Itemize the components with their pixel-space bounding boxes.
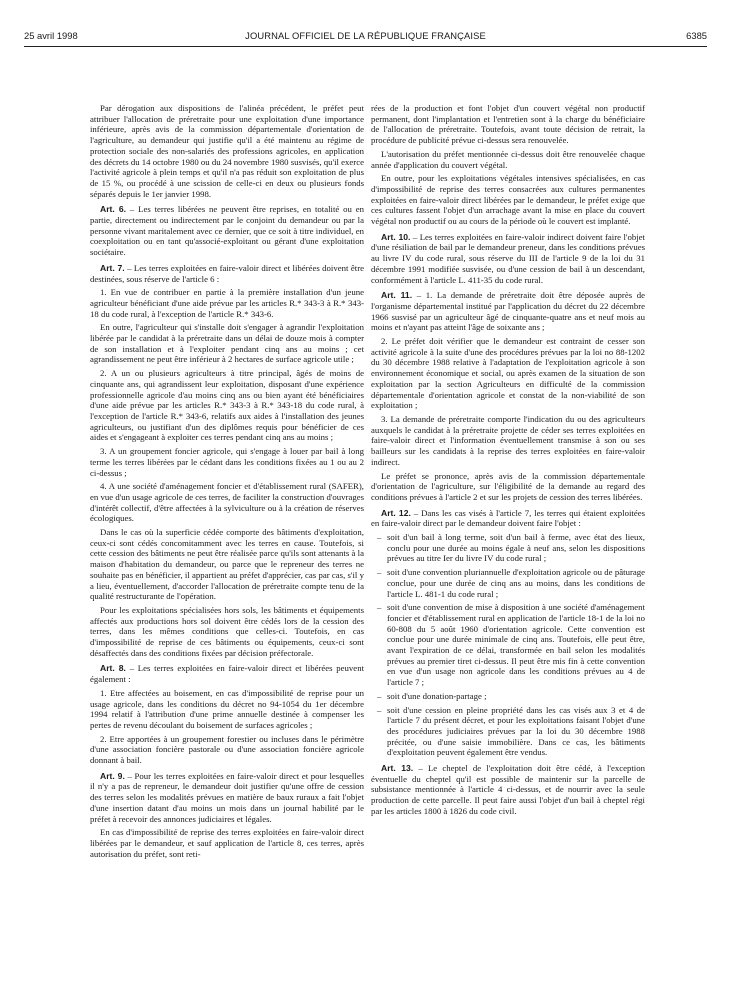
header-journal-title: JOURNAL OFFICIEL DE LA RÉPUBLIQUE FRANÇAISE xyxy=(245,30,486,41)
article-12 xyxy=(371,508,645,529)
article-label: Art. 12. xyxy=(381,507,411,518)
paragraph: Par dérogation aux dispositions de l'alinéa précédent, le préfet peut attribuer l'allocation de préretraite pour une exploitation d'une importance inférieure, après avis de la commission départementale d'orientation de l'agriculture, au demandeur qui justifie qu'il a été maintenu au régime de protection sociale des non-salariés des professions agricoles, en application des décrets du 14 octobre 1980 ou du 24 novembre 1980 susvisés, qu'il exerce l'activité agricole à plein temps et qu'il n'a pas réduit son exploitation de plus de 15 %, ou procédé à une scission de celle-ci en deux ou plusieurs fonds séparés depuis le 1er janvier 1998. xyxy=(90,103,364,199)
page-header xyxy=(24,30,707,44)
article-text: – Les terres libérées ne peuvent être reprises, en totalité ou en partie, directement ou indirectement par le conjoint du demandeur ou par la personne vivant maritalement avec ce dernier, que ce soit à titre individuel, en coexploitation ou en tant qu'associé-exploitant ou gérant d'une exploitation sociétaire. xyxy=(90,204,364,258)
article-text: – Le cheptel de l'exploitation doit être cédé, à l'exception éventuelle du cheptel qu'il est possible de maintenir sur la parcelle de subsistance mentionnée à l'article 4 ci-dessus, et de nourrir avec la seule production de cette parcelle. Il peut faire aussi l'objet d'un bail à cheptel régi par les articles 1800 à 1826 du code civil. xyxy=(371,763,645,816)
left-column xyxy=(90,103,364,862)
paragraph: En outre, pour les exploitations végétales intensives spécialisées, en cas d'impossibilité de reprise des terres consacrées aux cultures permanentes exploitées en faire-valoir direct libérées par le demandeur, le préfet exige que ces cultures fassent l'objet d'un arrachage avant la mise en place du couvert végétal non productif ou au cours de la période où le couvert est implanté. xyxy=(371,173,645,227)
article-label: Art. 6. xyxy=(100,204,127,215)
article-label: Art. 9. xyxy=(100,770,125,781)
article-6 xyxy=(90,204,364,258)
paragraph: 3. A un groupement foncier agricole, qui s'engage à louer par bail à long terme les terres libérées par le cédant dans les conditions fixées au 1 ou au 2 ci-dessus ; xyxy=(90,446,364,478)
list-item: – soit d'un bail à long terme, soit d'un bail à ferme, avec état des lieux, conclu pour une durée au moins égale à neuf ans, selon les dispositions prévues au titre Ier du livre IV du code rural ; xyxy=(387,532,645,564)
header-page-number: 6385 xyxy=(686,30,707,41)
paragraph: 2. A un ou plusieurs agriculteurs à titre principal, âgés de moins de cinquante ans, qui agrandissent leur exploitation, disposant d'une expérience professionnelle agricole d'au moins cinq ans ou bien ayant été bénéficiaires d'une aide prévue par les articles R.* 343-3 à R.* 343-18 du code rural, à l'exception de l'article R.* 343-6, relatifs aux aides à l'installation des jeunes agriculteurs, ou justifiant d'un des diplômes requis pour bénéficier de ces aides et s'engageant à exploiter ces terres pendant cinq ans au moins ; xyxy=(90,368,364,443)
article-9 xyxy=(90,771,364,825)
article-11 xyxy=(371,290,645,333)
article-10 xyxy=(371,232,645,286)
article-label: Art. 13. xyxy=(381,763,414,774)
paragraph: En cas d'impossibilité de reprise des terres exploitées en faire-valoir direct libérées par le demandeur, et sauf application de l'article 8, ces terres, après autorisation du préfet, sont reti- xyxy=(90,827,364,859)
article-13 xyxy=(371,763,645,817)
paragraph: rées de la production et font l'objet d'un couvert végétal non productif permanent, dont l'implantation et l'entretien sont à la charge du bénéficiaire de l'allocation de préretraite. Toutefois, avant toute décision de retrait, la procédure de publicité prévue ci-dessus sera renouvelée. xyxy=(371,103,645,146)
article-label: Art. 7. xyxy=(100,262,125,273)
paragraph: Pour les exploitations spécialisées hors sols, les bâtiments et équipements affectés aux productions hors sol doivent être cédés lors de la cession des terres, dans les mêmes conditions que celles-ci. Toutefois, en cas d'impossibilité de reprise de ces bâtiments ou équipements, ceux-ci sont désaffectés dans des conditions fixées par décision préfectorale. xyxy=(90,604,364,658)
paragraph: L'autorisation du préfet mentionnée ci-dessus doit être renouvelée chaque année d'application du couvert végétal. xyxy=(371,148,645,170)
article-8 xyxy=(90,663,364,684)
paragraph: Le préfet se prononce, après avis de la commission départementale d'orientation de l'agriculture, sur l'éligibilité de la demande au regard des conditions prévues à l'article 2 et sur les projets de cession des terres libérées. xyxy=(371,470,645,502)
list-item: – soit d'une cession en pleine propriété dans les cas visés aux 3 et 4 de l'article 7 du présent décret, et pour les exploitations faisant l'objet d'une des procédures judiciaires prévues par la loi du 30 décembre 1988 précitée, ou d'une saisie immobilière. Dans ce cas, les bâtiments d'exploitation peuvent également être vendus. xyxy=(387,705,645,759)
header-date: 25 avril 1998 xyxy=(24,30,78,41)
article-text: – Les terres exploitées en faire-valoir direct et libérées doivent être destinées, sous réserve de l'article 6 : xyxy=(90,262,365,284)
list-item: – soit d'une convention pluriannuelle d'exploitation agricole ou de pâturage conclue, pour une durée de cinq ans au moins, dans les conditions de l'article L. 481-1 du code rural ; xyxy=(387,567,645,599)
article-label: Art. 10. xyxy=(381,231,411,242)
article-text: – Pour les terres exploitées en faire-valoir direct et pour lesquelles il n'y a pas de repreneur, le demandeur doit justifier qu'une offre de cession des terres selon les modalités prévues en matière de baux ruraux a fait l'objet d'une insertion datant d'au moins un mois dans un journal habilité par le préfet à recevoir des annonces judiciaires et légales. xyxy=(90,770,364,824)
article-text: – Les terres exploitées en faire-valoir indirect doivent faire l'objet d'une résiliation de bail par le demandeur preneur, dans les conditions prévues au livre IV du code rural, sous réserve du III de l'article 9 de la loi du 31 décembre 1991 modifiée susvisée, ou d'une cession de bail à un descendant, conformément à l'article L. 411-35 du code rural. xyxy=(371,231,645,285)
paragraph: 1. En vue de contribuer en partie à la première installation d'un jeune agriculteur bénéficiant d'une aide prévue par les articles R.* 343-3 à R.* 343-18 du code rural, à l'exception de l'article R.* 343-6. xyxy=(90,287,364,319)
article-text: – 1. La demande de préretraite doit être déposée auprès de l'organisme départemental institué par l'application du décret du 22 décembre 1966 susvisé par un agriculteur âgé de cinquante-quatre ans et neuf mois au moins et n'ayant pas atteint l'âge de soixante ans ; xyxy=(371,290,645,333)
article-label: Art. 8. xyxy=(100,663,126,674)
paragraph: Dans le cas où la superficie cédée comporte des bâtiments d'exploitation, ceux-ci sont cédés concomitamment avec les terres en cause. Toutefois, si cette cession des bâtiments ne peut être réalisée parce qu'ils sont attenants à la maison d'habitation du demandeur, ou parce que le repreneur des terres ne souhaite pas en bénéficier, il appartient au préfet d'apprécier, cas par cas, s'il y a lieu, éventuellement, d'accorder l'allocation de préretraite compte tenu de la qualité restructurante de l'opération. xyxy=(90,527,364,602)
list-item: – soit d'une convention de mise à disposition à une société d'aménagement foncier et d'établissement rural en application de l'article 18-1 de la loi no 60-808 du 5 août 1960 d'orientation agricole. Cette convention est conclue pour une durée minimale de cinq ans. Toutefois, elle peut être, avant l'expiration de ce délai, transformée en bail selon les modalités prévues au premier tiret ci-dessus. Il peut être mis fin à cette convention en vue d'un usage non agricole dans les conditions prévues au 4 de l'article 7 ; xyxy=(387,602,645,688)
paragraph: 1. Etre affectées au boisement, en cas d'impossibilité de reprise pour un usage agricole, dans les conditions du décret no 94-1054 du 1er décembre 1994 relatif à l'attribution d'une prime annuelle destinée à compenser les pertes de revenu découlant du boisement de surfaces agricoles ; xyxy=(90,687,364,730)
article-7 xyxy=(90,263,364,284)
paragraph: En outre, l'agriculteur qui s'installe doit s'engager à agrandir l'exploitation libérée par le candidat à la préretraite dans un délai de douze mois à compter de son installation et à l'exploiter pendant cinq ans au moins ; cet agrandissement ne peut être inférieur à 2 hectares de surface agricole utile ; xyxy=(90,322,364,365)
paragraph: 2. Le préfet doit vérifier que le demandeur est contraint de cesser son activité agricole à la suite d'une des procédures prévues par la loi no 88-1202 du 30 décembre 1988 relative à l'adaptation de l'exploitation agricole à son environnement économique et social, ou après examen de la situation de son exploitation par la section Agriculteurs en difficulté de la commission départementale d'orientation agricole et constat de la non-viabilité de son exploitation ; xyxy=(371,336,645,411)
right-column xyxy=(371,103,645,820)
article-text: – Les terres exploitées en faire-valoir direct et libérées peuvent également : xyxy=(90,663,364,685)
paragraph: 3. La demande de préretraite comporte l'indication du ou des agriculteurs auxquels le candidat à la préretraite projette de céder ses terres exploitées en faire-valoir direct et l'information éventuellement transmise à son ou ses bailleurs sur les candidats à la reprise des terres exploitées en faire-valoir indirect. xyxy=(371,413,645,467)
article-12-list xyxy=(371,532,645,758)
list-item: – soit d'une donation-partage ; xyxy=(387,691,645,702)
header-rule xyxy=(24,46,707,47)
paragraph: 4. A une société d'aménagement foncier et d'établissement rural (SAFER), en vue d'un usage agricole de ces terres, de faciliter la construction d'ouvrages d'intérêt collectif, d'être affectées à la sylviculture ou à la création de réserves écologiques. xyxy=(90,481,364,524)
article-label: Art. 11. xyxy=(381,290,413,301)
paragraph: 2. Etre apportées à un groupement forestier ou incluses dans le périmètre d'une association foncière pastorale ou d'une association foncière agricole donnant à bail. xyxy=(90,733,364,766)
article-text: – Dans les cas visés à l'article 7, les terres qui étaient exploitées en faire-valoir direct par le demandeur doivent faire l'objet : xyxy=(371,507,646,529)
